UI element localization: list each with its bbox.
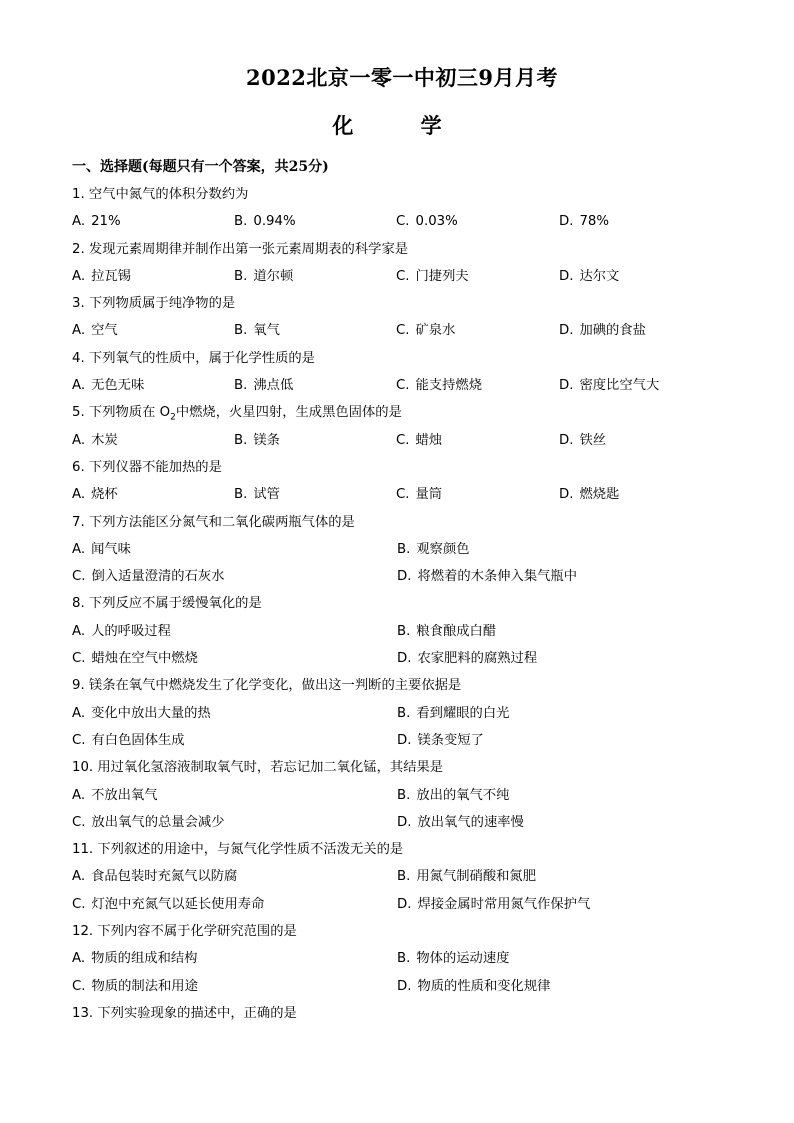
answer-option	[397, 563, 722, 590]
option-text: 有白色固体生成	[91, 732, 185, 748]
section-heading: 一、选择题(每题只有一个答案，共25分)	[72, 159, 329, 175]
answer-option	[396, 372, 559, 399]
question-item	[72, 836, 732, 918]
answer-option	[397, 782, 722, 809]
question-item	[72, 754, 732, 836]
option-letter: C.	[72, 814, 86, 830]
option-letter: B.	[397, 951, 411, 967]
option-text: 人的呼吸过程	[91, 623, 171, 639]
option-group	[72, 700, 732, 755]
option-letter: B.	[397, 787, 411, 803]
answer-option	[396, 208, 559, 235]
question-item	[72, 672, 732, 754]
option-letter: A.	[72, 623, 86, 639]
answer-option	[72, 481, 234, 508]
answer-option	[72, 536, 397, 563]
option-letter: D.	[559, 487, 574, 503]
option-group	[72, 481, 732, 508]
option-text: 铁丝	[579, 432, 607, 448]
option-letter: B.	[234, 487, 248, 503]
option-letter: D.	[559, 323, 574, 339]
answer-option	[559, 263, 722, 290]
option-letter: B.	[397, 541, 411, 557]
option-text: 农家肥料的腐熟过程	[417, 651, 538, 667]
question-item	[72, 181, 732, 236]
option-letter: A.	[72, 323, 86, 339]
option-text: 木炭	[91, 432, 118, 448]
option-group	[72, 208, 732, 235]
option-letter: C.	[72, 732, 86, 748]
answer-option	[559, 372, 722, 399]
option-text: 用氮气制硝酸和氮肥	[416, 869, 537, 885]
answer-option	[397, 645, 722, 672]
option-letter: C.	[72, 651, 86, 667]
answer-option	[397, 945, 722, 972]
option-letter: B.	[234, 432, 248, 448]
option-text: 量筒	[415, 487, 443, 503]
question-item	[72, 290, 732, 345]
option-group	[72, 372, 732, 399]
option-text: 物体的运动速度	[416, 951, 510, 967]
answer-option	[234, 263, 396, 290]
answer-option	[72, 973, 397, 1000]
option-text: 将燃着的木条伸入集气瓶中	[417, 569, 578, 585]
option-letter: B.	[234, 214, 248, 230]
option-letter: A.	[72, 487, 86, 503]
option-letter: D.	[397, 896, 412, 912]
option-text: 达尔文	[579, 268, 620, 284]
option-text: 镁条	[253, 432, 280, 448]
answer-option	[396, 317, 559, 344]
question-stem: 3. 下列物质属于纯净物的是	[72, 296, 236, 312]
option-text: 不放出氧气	[91, 787, 158, 803]
answer-option	[397, 727, 722, 754]
option-text: 道尔顿	[253, 268, 294, 284]
answer-option	[72, 945, 397, 972]
option-letter: B.	[397, 623, 411, 639]
answer-option	[234, 372, 396, 399]
question-item	[72, 918, 732, 1000]
option-text: 蜡烛	[415, 432, 443, 448]
answer-option	[397, 973, 722, 1000]
answer-option	[397, 863, 722, 890]
answer-option	[234, 427, 396, 454]
answer-option	[397, 618, 722, 645]
option-letter: A.	[72, 787, 86, 803]
answer-option	[72, 208, 234, 235]
answer-option	[559, 208, 722, 235]
option-letter: D.	[397, 978, 412, 994]
answer-option	[397, 536, 722, 563]
option-group	[72, 536, 732, 591]
question-stem-text: 5. 下列物质在 O	[72, 405, 171, 421]
answer-option	[396, 427, 559, 454]
option-letter: D.	[397, 569, 412, 585]
option-letter: D.	[397, 651, 412, 667]
question-stem: 2. 发现元素周期律并制作出第一张元素周期表的科学家是	[72, 241, 409, 257]
option-letter: C.	[396, 487, 410, 503]
answer-option	[72, 427, 234, 454]
answer-option	[72, 863, 397, 890]
answer-option	[396, 263, 559, 290]
question-item	[72, 509, 732, 591]
option-letter: D.	[397, 732, 412, 748]
answer-option	[396, 481, 559, 508]
option-letter: C.	[396, 268, 410, 284]
option-letter: A.	[72, 214, 86, 230]
option-letter: B.	[397, 705, 411, 721]
answer-option	[72, 700, 397, 727]
option-text: 物质的制法和用途	[91, 978, 198, 994]
question-stem: 13. 下列实验现象的描述中，正确的是	[72, 1005, 297, 1021]
option-letter: D.	[559, 432, 574, 448]
answer-option	[72, 372, 234, 399]
question-stem: 4. 下列氧气的性质中，属于化学性质的是	[72, 350, 315, 366]
subscript: 2	[170, 413, 176, 424]
answer-option	[72, 645, 397, 672]
exam-title: 2022北京一零一中初三9月月考	[245, 65, 559, 90]
option-text: 78%	[579, 214, 610, 230]
question-item	[72, 236, 732, 291]
option-text: 物质的组成和结构	[91, 951, 198, 967]
question-stem: 12. 下列内容不属于化学研究范围的是	[72, 924, 297, 940]
answer-option	[397, 700, 722, 727]
option-letter: D.	[397, 814, 412, 830]
option-text: 变化中放出大量的热	[91, 705, 211, 721]
option-text: 0.94%	[253, 214, 296, 230]
option-letter: A.	[72, 869, 86, 885]
question-stem: 7. 下列方法能区分氮气和二氧化碳两瓶气体的是	[72, 514, 355, 530]
option-letter: C.	[72, 569, 86, 585]
option-text: 无色无味	[91, 378, 145, 394]
option-letter: B.	[234, 378, 248, 394]
option-text: 密度比空气大	[579, 378, 660, 394]
option-letter: A.	[72, 541, 86, 557]
question-item	[72, 345, 732, 400]
answer-option	[72, 727, 397, 754]
answer-option	[397, 809, 722, 836]
subject-title: 化 学	[332, 113, 472, 138]
option-text: 灯泡中充氮气以延长使用寿命	[91, 896, 265, 912]
option-text: 门捷列夫	[415, 268, 469, 284]
question-list	[72, 181, 732, 1027]
answer-option	[397, 891, 722, 918]
option-letter: D.	[559, 378, 574, 394]
option-group	[72, 317, 732, 344]
option-text: 闻气味	[91, 541, 131, 557]
answer-option	[234, 208, 396, 235]
option-letter: A.	[72, 378, 86, 394]
option-text: 加碘的食盐	[579, 323, 646, 339]
question-item	[72, 454, 732, 509]
option-letter: A.	[72, 268, 86, 284]
answer-option	[72, 809, 397, 836]
option-text: 放出的氧气不纯	[416, 787, 510, 803]
option-text: 0.03%	[415, 214, 458, 230]
question-item	[72, 399, 732, 454]
option-group	[72, 427, 732, 454]
option-letter: C.	[396, 214, 410, 230]
option-letter: C.	[396, 378, 410, 394]
option-text: 观察颜色	[416, 541, 470, 557]
answer-option	[559, 481, 722, 508]
answer-option	[72, 782, 397, 809]
option-text: 21%	[91, 214, 121, 230]
option-letter: C.	[72, 896, 86, 912]
question-stem	[72, 399, 732, 426]
option-letter: D.	[559, 214, 574, 230]
option-letter: D.	[559, 268, 574, 284]
option-letter: A.	[72, 705, 86, 721]
option-text: 放出氧气的速率慢	[417, 814, 524, 830]
option-letter: B.	[397, 869, 411, 885]
question-item	[72, 1000, 732, 1027]
question-stem: 10. 用过氧化氢溶液制取氧气时，若忘记加二氧化锰，其结果是	[72, 760, 444, 776]
question-stem: 11. 下列叙述的用途中，与氮气化学性质不活泼无关的是	[72, 842, 404, 858]
option-letter: C.	[396, 323, 410, 339]
option-group	[72, 782, 732, 837]
option-text: 燃烧匙	[579, 487, 620, 503]
option-text: 拉瓦锡	[91, 268, 131, 284]
option-text: 看到耀眼的白光	[416, 705, 510, 721]
answer-option	[559, 427, 722, 454]
question-stem: 6. 下列仪器不能加热的是	[72, 459, 222, 475]
option-text: 能支持燃烧	[415, 378, 482, 394]
option-letter: B.	[234, 323, 248, 339]
option-text: 物质的性质和变化规律	[417, 978, 551, 994]
option-text: 倒入适量澄清的石灰水	[91, 569, 225, 585]
answer-option	[234, 317, 396, 344]
answer-option	[559, 317, 722, 344]
option-text: 粮食酿成白醋	[416, 623, 497, 639]
option-group	[72, 945, 732, 1000]
option-text: 烧杯	[91, 487, 118, 503]
option-group	[72, 263, 732, 290]
option-text: 试管	[253, 487, 280, 503]
option-text: 沸点低	[253, 378, 294, 394]
option-text: 放出氧气的总量会减少	[91, 814, 225, 830]
option-letter: C.	[396, 432, 410, 448]
answer-option	[72, 263, 234, 290]
question-stem-text: 中燃烧，火星四射，生成黑色固体的是	[175, 405, 402, 421]
question-stem: 8. 下列反应不属于缓慢氧化的是	[72, 596, 262, 612]
option-text: 食品包装时充氮气以防腐	[91, 869, 238, 885]
answer-option	[72, 563, 397, 590]
answer-option	[72, 618, 397, 645]
option-text: 焊接金属时常用氮气作保护气	[417, 896, 591, 912]
option-text: 蜡烛在空气中燃烧	[91, 651, 198, 667]
option-group	[72, 618, 732, 673]
question-stem: 1. 空气中氮气的体积分数约为	[72, 187, 249, 202]
option-text: 空气	[91, 323, 118, 339]
option-group	[72, 863, 732, 918]
question-item	[72, 590, 732, 672]
answer-option	[72, 317, 234, 344]
option-letter: C.	[72, 978, 86, 994]
option-text: 氧气	[253, 323, 280, 339]
question-stem: 9. 镁条在氧气中燃烧发生了化学变化，做出这一判断的主要依据是	[72, 678, 462, 694]
option-letter: A.	[72, 432, 86, 448]
option-text: 镁条变短了	[417, 732, 484, 748]
answer-option	[72, 891, 397, 918]
answer-option	[234, 481, 396, 508]
option-letter: B.	[234, 268, 248, 284]
option-text: 矿泉水	[415, 323, 456, 339]
option-letter: A.	[72, 951, 86, 967]
